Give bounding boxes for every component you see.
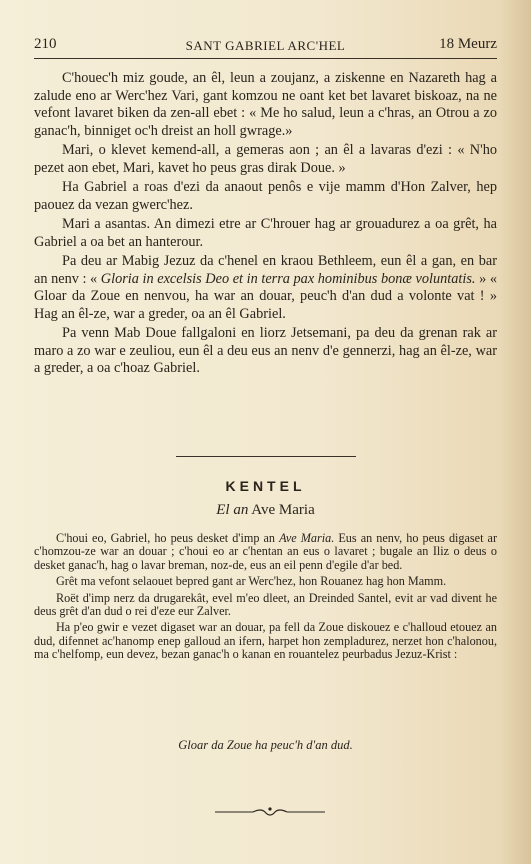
paragraph-text: Pa deu ar Mabig Jezuz da c'henel en kraou Bethleem, eun êl a gan, en bar an nenv : «	[34, 253, 497, 287]
section-subtitle	[0, 502, 531, 519]
paragraph	[34, 253, 497, 323]
paragraph: Pa venn Mab Doue fallgaloni en liorz Jetsemani, pa deu da grenan rak ar maro a zo war e zeuliou, eun êl a deu eus an nenv d'e gennerzi, hag an êl-ze, war a greder, a oa c'hoaz Gabriel.	[34, 325, 497, 376]
main-text	[34, 70, 497, 380]
refrain: Gloar da Zoue ha peuc'h d'an dud.	[178, 738, 353, 752]
prayer-paragraph: Roët d'imp nerz da drugarekât, evel m'eo dleet, an Dreinded Santel, evit ar vad divent he deus grêt d'an dud o rei d'eze eur Zalver.	[34, 590, 497, 619]
running-header	[34, 36, 497, 56]
paragraph: Mari a asantas. An dimezi etre ar C'hrouer hag ar grouadurez a oa grêt, ha Gabriel a oa bet an hanterour.	[34, 216, 497, 250]
paragraph: Ha Gabriel a roas d'ezi da anaout penôs e vije mamm d'Hon Zalver, hep paouez da vezan gwerc'hez.	[34, 179, 497, 213]
paragraph-text: » « Gloar da Zoue en nenvou, ha war an douar, peuc'h d'an dud a volonte vat ! » Hag an êl-ze, war a greder, oa an êl Gabriel.	[34, 270, 497, 322]
section-heading: KENTEL	[225, 478, 306, 494]
paragraph-text: C'houi eo, Gabriel, ho peus desket d'imp an	[56, 531, 280, 545]
section-divider	[176, 456, 356, 457]
header-date: 18 Meurz	[439, 36, 497, 52]
paragraph: C'houec'h miz goude, an êl, leun a zoujanz, a ziskenne en Nazareth hag a zalude eno ar Werc'hez Vari, gant komzou ne oant ket bet lavaret biskoaz, na ne vefont lavaret biken da zen-all ebet : « Me ho salud, leun a c'hras, an Otrou a zo ganac'h, binniget oc'h dreist an holl gwrage.»	[34, 70, 497, 139]
prayer-paragraph: Grêt ma vefont selaouet bepred gant ar Werc'hez, hon Rouanez hag hon Mamm.	[56, 574, 447, 589]
paragraph: Mari, o klevet kemend-all, a gemeras aon ; an êl a lavaras d'ezi : « N'ho pezet aon ebet, Mari, kavet ho peus gras dirak Doue. »	[34, 142, 497, 176]
page-number: 210	[34, 36, 57, 52]
running-title: SANT GABRIEL ARC'HEL	[185, 38, 346, 53]
end-ornament-icon	[215, 806, 325, 820]
prayer-paragraph	[34, 532, 497, 572]
header-divider	[34, 58, 497, 59]
prayer-text	[34, 532, 497, 665]
subtitle-italic: El an	[216, 502, 249, 518]
ave-maria-italic: Ave Maria.	[279, 531, 335, 545]
latin-quote: Gloria in excelsis Deo et in terra pax hominibus bonæ voluntatis.	[100, 270, 476, 287]
prayer-paragraph: Ha p'eo gwir e vezet digaset war an douar, pa fell da Zoue diskouez e c'halloud etouez an dud, difennet ac'hanomp enep galloud an ifern, harpet hon zempladurez, nerzet hon c'halonou, ma c'helfomp, eun devez, bezan ganac'h o kanan en rouantelez peurbadus Jezuz-Krist :	[34, 620, 497, 662]
subtitle-rest: Ave Maria	[248, 502, 315, 518]
paragraph-text: Eus an nenv, ho peus digaset ar c'homzou-ze war an douar ; c'houi eo ar c'hentan an eus o lavaret ; bugale an Iliz o deus o desket ganac'h, hag o lavar breman, noz-de, eus an eil penn d'egile d'ar bed.	[34, 531, 497, 572]
